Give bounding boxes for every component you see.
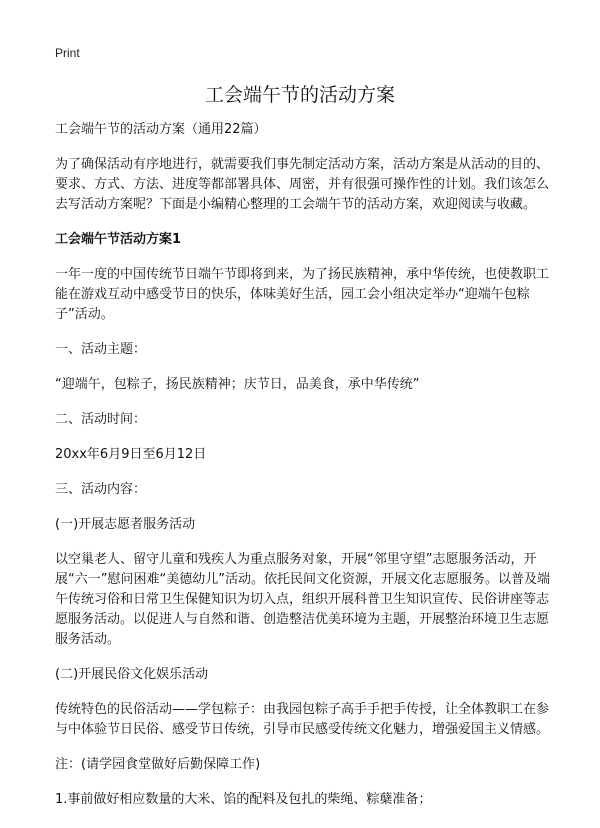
note-heading: 注：(请学园食堂做好后勤保障工作): [55, 757, 261, 772]
section-1-paragraph: 一年一度的中国传统节日端午节即将到来，为了扬民族精神，承中华传统，也使教职工能在游戏互动中感受节日的快乐，体味美好生活，园工会小组决定举办“迎端午包粽子”活动。: [55, 267, 550, 322]
print-link[interactable]: Print: [55, 46, 80, 60]
theme-text: “迎端午，包粽子，扬民族精神；庆节日，品美食，承中华传统”: [55, 377, 420, 392]
content-heading: 三、活动内容：: [55, 482, 147, 497]
section-1-heading: 工会端午节活动方案1: [55, 232, 182, 247]
item-2-heading: (二)开展民俗文化娱乐活动: [55, 667, 209, 682]
note-item-1: 1.事前做好相应数量的大米、馅的配料及包扎的柴绳、粽蘖准备；: [55, 792, 432, 807]
document-subtitle: 工会端午节的活动方案（通用22篇）: [55, 122, 267, 137]
item-2-text: 传统特色的民俗活动——学包粽子：由我园包粽子高手手把手传授，让全体教职工在参与中体验节日民俗、感受节日传统，引导市民感受传统文化魅力，增强爱国主义情感。: [55, 702, 550, 737]
document-body: [55, 120, 553, 825]
theme-heading: 一、活动主题：: [55, 342, 147, 357]
intro-paragraph: 为了确保活动有序地进行，就需要我们事先制定活动方案，活动方案是从活动的目的、要求、方式、方法、进度等都部署具体、周密，并有很强可操作性的计划。我们该怎么去写活动方案呢？下面是小编精心整理的工会端午节的活动方案，欢迎阅读与收藏。: [55, 157, 550, 212]
time-heading: 二、活动时间：: [55, 412, 147, 427]
document-title: 工会端午节的活动方案: [204, 84, 395, 106]
time-text: 20xx年6月9日至6月12日: [55, 447, 207, 462]
item-1-heading: (一)开展志愿者服务活动: [55, 517, 196, 532]
item-1-text: 以空巢老人、留守儿童和残疾人为重点服务对象，开展“邻里守望”志愿服务活动，开展“六一”慰问困难“美德幼儿”活动。依托民间文化资源，开展文化志愿服务。以普及端午传统习俗和日常卫生保健知识为切入点，组织开展科普卫生知识宣传、民俗讲座等志愿服务活动。以促进人与自然和谐、创造整洁优美环境为主题，开展整治环境卫生志愿服务活动。: [55, 552, 550, 647]
